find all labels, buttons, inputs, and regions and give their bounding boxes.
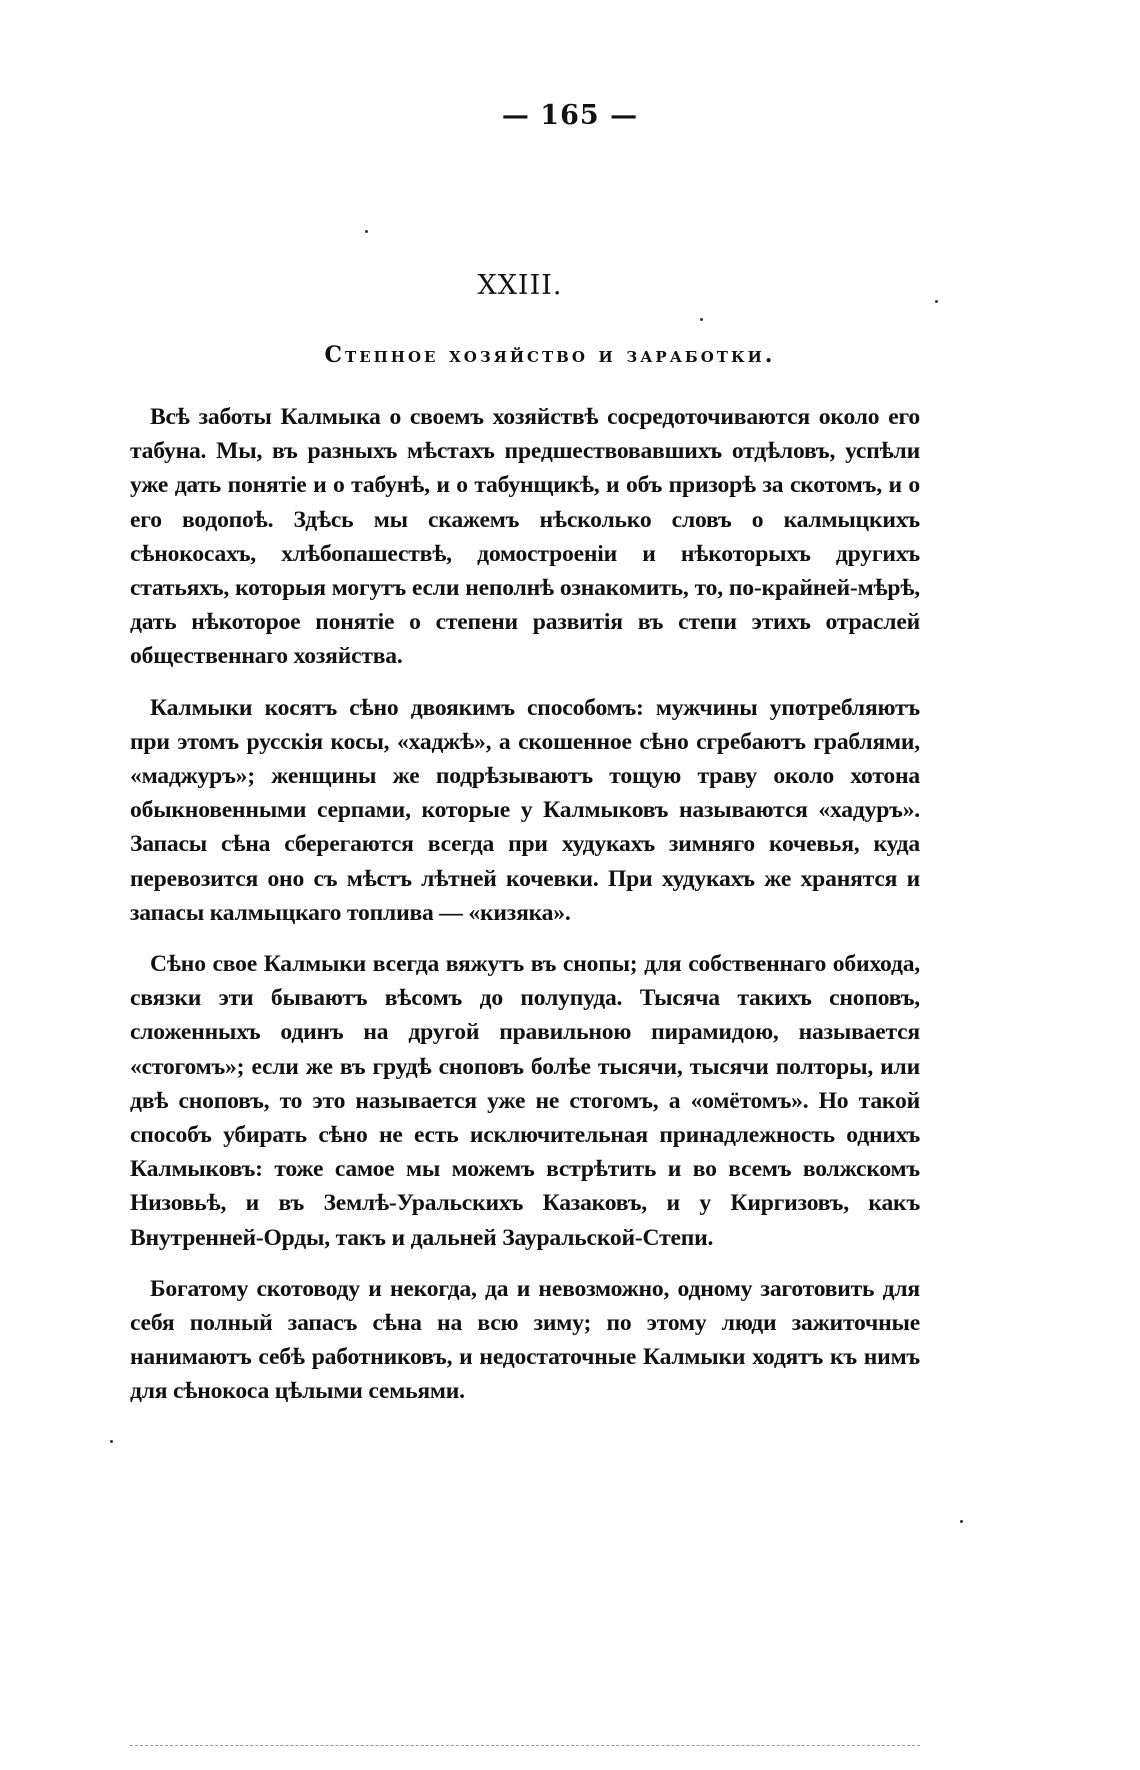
paragraph-3: Сѣно свое Калмыки всегда вяжутъ въ снопы; для собственнаго обихода, связки эти бываютъ вѣсомъ до полупуда. Тысяча такихъ сноповъ, сложенныхъ одинъ на другой правильною пирамидою, называется «стогомъ»; если же въ грудѣ сноповъ болѣе тысячи, тысячи полторы, или двѣ сноповъ, то это называется уже не стогомъ, а «омётомъ». Но такой способъ убирать сѣно не есть исключительная принадлежность однихъ Калмыковъ: тоже самое мы можемъ встрѣтить и во всемъ волжскомъ Низовьѣ, и въ Землѣ-Уральскихъ Казаковъ, и у Киргизовъ, какъ Внутренней-Орды, такъ и дальней Зауральской-Степи.: [130, 951, 920, 1251]
paragraph-1: Всѣ заботы Калмыка о своемъ хозяйствѣ сосредоточиваются около его табуна. Мы, въ разныхъ мѣстахъ предшествовавшихъ отдѣловъ, успѣли уже дать понятіе и о табунѣ, и о табунщикѣ, и объ призорѣ за скотомъ, и о его водопоѣ. Здѣсь мы скажемъ нѣсколько словъ о калмыцкихъ сѣнокосахъ, хлѣбопашествѣ, домостроеніи и нѣкоторыхъ другихъ статьяхъ, которыя могутъ если неполнѣ ознакомить, то, по-крайней-мѣрѣ, дать нѣкоторое понятіе о степени развитія въ степи этихъ отраслей общественнаго хозяйства.: [130, 404, 920, 670]
body-text: [130, 400, 920, 1426]
scan-speck: [110, 1440, 113, 1443]
page-bottom-rule: [130, 1745, 920, 1746]
page-number: — 165 —: [501, 100, 639, 131]
scan-speck: [365, 230, 368, 233]
paragraph-2: Калмыки косятъ сѣно двоякимъ способомъ: мужчины употребляютъ при этомъ русскія косы, «хаджѣ», а скошенное сѣно сгребаютъ граблями, «маджуръ»; женщины же подрѣзываютъ тощую траву около хотона обыкновенными серпами, которые у Калмыковъ называются «хадуръ». Запасы сѣна сберегаются всегда при худукахъ зимняго кочевья, куда перевозится оно съ мѣстъ лѣтней кочевки. При худукахъ же хранятся и запасы калмыцкаго топлива — «кизяка».: [130, 694, 920, 926]
scan-speck: [700, 318, 703, 321]
chapter-number: XXIII.: [477, 270, 563, 301]
paragraph-4: Богатому скотоводу и некогда, да и невозможно, одному заготовить для себя полный запасъ сѣна на всю зиму; по этому люди зажиточные нанимаютъ себѣ работниковъ, и недостаточные Калмыки ходятъ къ нимъ для сѣнокоса цѣлыми семьями.: [130, 1275, 920, 1405]
chapter-title: Степное хозяйство и заработки.: [324, 342, 776, 368]
scan-speck: [960, 1520, 963, 1523]
scan-speck: [935, 300, 938, 303]
